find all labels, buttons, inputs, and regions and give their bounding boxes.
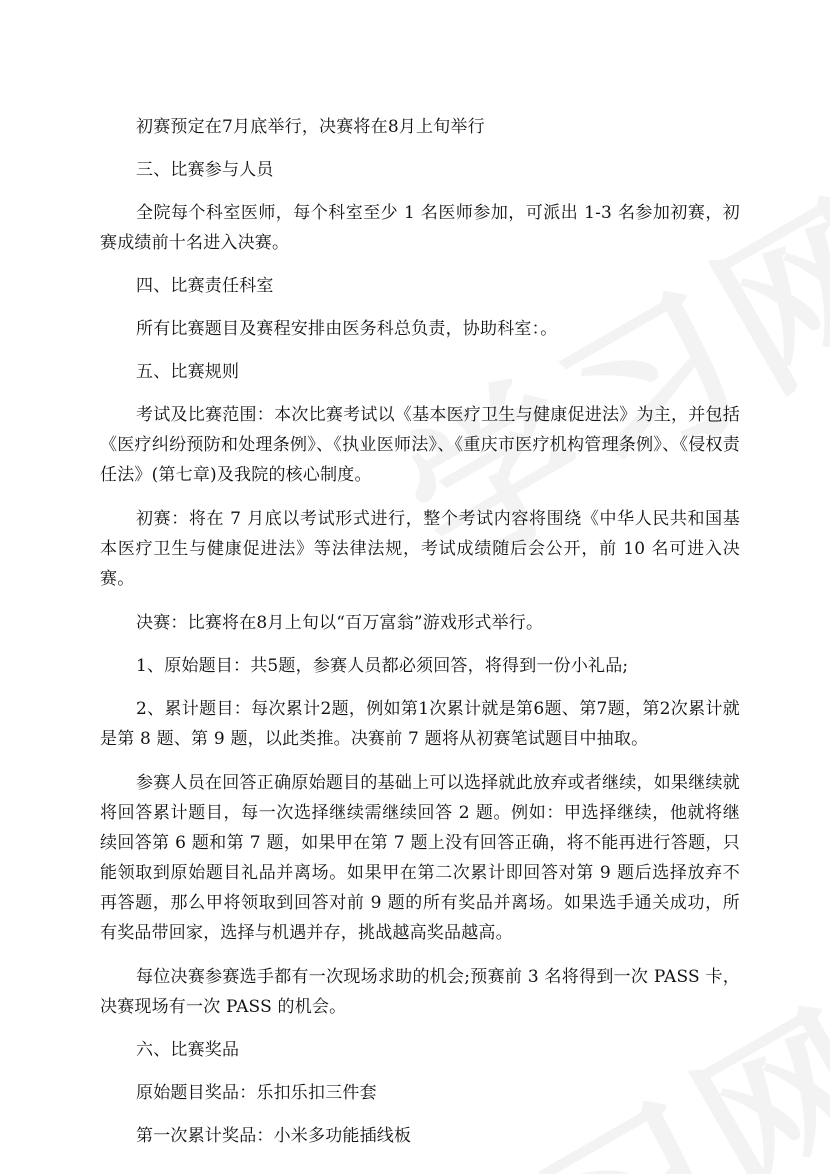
- section-heading-prizes: 六、比赛奖品: [136, 1040, 240, 1060]
- paragraph-responsible-dept: 所有比赛题目及赛程安排由医务科总负责，协助科室：。: [136, 319, 558, 339]
- paragraph-final: 决赛：比赛将在8月上旬以“百万富翁”游戏形式举行。: [136, 613, 544, 633]
- document-body: [100, 112, 740, 1151]
- section-heading-participants: 三、比赛参与人员: [136, 160, 274, 180]
- paragraph-participants: 全院每个科室医师，每个科室至少 1 名医师参加，可派出 1-3 名参加初赛，初赛成绩前十名进入决赛。: [100, 203, 740, 253]
- paragraph-continue-rules: 参赛人员在回答正确原始题目的基础上可以选择就此放弃或者继续，如果继续就将回答累计题目，每一次选择继续需继续回答 2 题。例如：甲选择继续，他就将继续回答第 6 题和第 7 题，如果甲在第 7 题上没有回答正确，将不能再进行答题，只能领取到原始题目礼品并离场。如果甲在第二次累计即回答对第 9 题后选择放弃不再答题，那么甲将领取到回答对前 9 题的所有奖品并离场。如果选手通关成功，所有奖品带回家，选择与机遇并存，挑战越高奖品越高。: [100, 773, 740, 943]
- paragraph-prize-first-cumulative: 第一次累计奖品：小米多功能插线板: [136, 1126, 412, 1146]
- paragraph-prize-original: 原始题目奖品：乐扣乐扣三件套: [136, 1083, 377, 1103]
- paragraph-help-pass: 每位决赛参赛选手都有一次现场求助的机会;预赛前 3 名将得到一次 PASS 卡，决赛现场有一次 PASS 的机会。: [100, 967, 740, 1017]
- paragraph-original-questions: 1、原始题目：共5题，参赛人员都必须回答，将得到一份小礼品;: [136, 656, 629, 676]
- paragraph-schedule: 初赛预定在7月底举行，决赛将在8月上旬举行: [136, 117, 485, 137]
- paragraph-exam-scope: 考试及比赛范围：本次比赛考试以《基本医疗卫生与健康促进法》为主，并包括《医疗纠纷预防和处理条例》、《执业医师法》、《重庆市医疗机构管理条例》、《侵权责任法》(第七章)及我院的核心制度。: [100, 405, 740, 485]
- paragraph-preliminary: 初赛：将在 7 月底以考试形式进行，整个考试内容将围绕《中华人民共和国基本医疗卫生与健康促进法》等法律法规，考试成绩随后会公开，前 10 名可进入决赛。: [100, 509, 740, 589]
- paragraph-cumulative-questions: 2、累计题目：每次累计2题，例如第1次累计就是第6题、第7题，第2次累计就是第 8 题、第 9 题，以此类推。决赛前 7 题将从初赛笔试题目中抽取。: [100, 699, 740, 749]
- section-heading-rules: 五、比赛规则: [136, 362, 240, 382]
- section-heading-responsible-dept: 四、比赛责任科室: [136, 276, 274, 296]
